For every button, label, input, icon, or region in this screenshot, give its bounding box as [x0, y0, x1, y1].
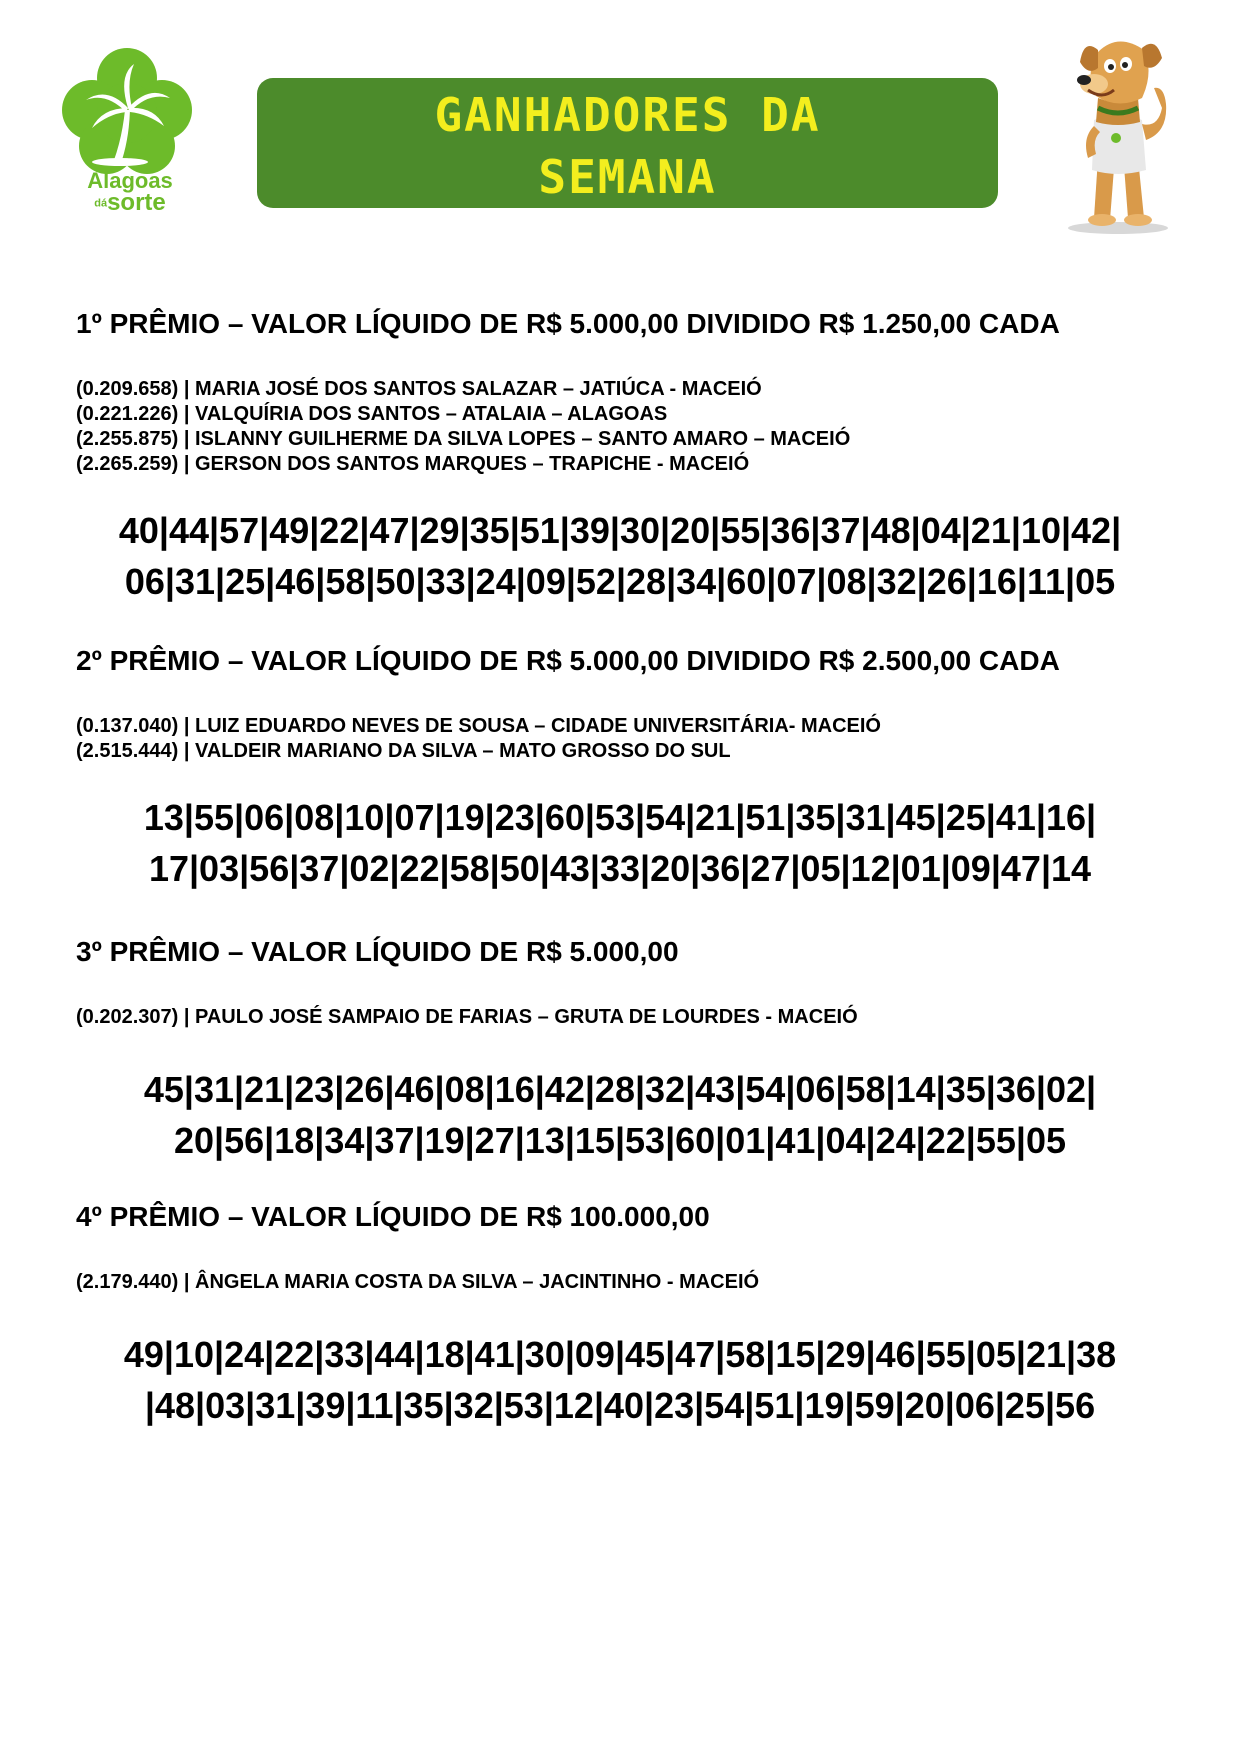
winner-line: (0.221.226) | VALQUÍRIA DOS SANTOS – ATALAIA – ALAGOAS [76, 403, 668, 425]
prize-2-winners [76, 714, 1176, 764]
prize-4-numbers [60, 1329, 1180, 1431]
numbers-line: 20|56|18|34|37|19|27|13|15|53|60|01|41|04|24|22|55|05 [173, 1120, 1066, 1161]
prize-2-numbers [60, 792, 1180, 894]
winner-line: (2.179.440) | ÂNGELA MARIA COSTA DA SILVA – JACINTINHO - MACEIÓ [76, 1271, 760, 1293]
winner-line: (0.137.040) | LUIZ EDUARDO NEVES DE SOUSA – CIDADE UNIVERSITÁRIA- MACEIÓ [76, 715, 881, 737]
winner-line: (2.265.259) | GERSON DOS SANTOS MARQUES – TRAPICHE - MACEIÓ [76, 453, 750, 475]
page-header [0, 0, 1240, 250]
page-title-line1: GANHADORES DA [434, 88, 821, 142]
winner-line: (2.255.875) | ISLANNY GUILHERME DA SILVA LOPES – SANTO AMARO – MACEIÓ [76, 428, 851, 450]
numbers-line: 49|10|24|22|33|44|18|41|30|09|45|47|58|15|29|46|55|05|21|38 [123, 1334, 1117, 1375]
prize-1-winners [76, 377, 1176, 477]
prize-1-title: 1º PRÊMIO – VALOR LÍQUIDO DE R$ 5.000,00 DIVIDIDO R$ 1.250,00 CADA [76, 308, 1060, 339]
dog-mascot-image [1058, 28, 1188, 238]
logo-da: dá [94, 197, 108, 210]
prize-1-numbers [60, 505, 1180, 607]
page-title-line2: SEMANA [538, 150, 717, 204]
prize-4-winners [76, 1270, 1176, 1295]
prize-2-title: 2º PRÊMIO – VALOR LÍQUIDO DE R$ 5.000,00 DIVIDIDO R$ 2.500,00 CADA [76, 645, 1060, 676]
prize-3-winners [76, 1005, 1176, 1030]
numbers-line: 17|03|56|37|02|22|58|50|43|33|20|36|27|05|12|01|09|47|14 [148, 848, 1092, 889]
prize-4-title: 4º PRÊMIO – VALOR LÍQUIDO DE R$ 100.000,00 [76, 1201, 710, 1232]
logo-line1: Alagoas [87, 168, 173, 193]
numbers-line: 40|44|57|49|22|47|29|35|51|39|30|20|55|36|37|48|04|21|10|42| [118, 510, 1122, 551]
title-banner [257, 78, 998, 208]
page-title [257, 84, 998, 208]
winner-line: (0.209.658) | MARIA JOSÉ DOS SANTOS SALAZAR – JATIÚCA - MACEIÓ [76, 378, 762, 400]
prize-3-title: 3º PRÊMIO – VALOR LÍQUIDO DE R$ 5.000,00 [76, 936, 679, 967]
numbers-line: |48|03|31|39|11|35|32|53|12|40|23|54|51|19|59|20|06|25|56 [144, 1385, 1096, 1426]
winner-line: (0.202.307) | PAULO JOSÉ SAMPAIO DE FARIAS – GRUTA DE LOURDES - MACEIÓ [76, 1006, 858, 1028]
prize-3-numbers [60, 1064, 1180, 1166]
winner-line: (2.515.444) | VALDEIR MARIANO DA SILVA – MATO GROSSO DO SUL [76, 740, 731, 762]
logo-wordmark [80, 170, 180, 215]
logo-line2: sorte [107, 189, 166, 216]
numbers-line: 45|31|21|23|26|46|08|16|42|28|32|43|54|06|58|14|35|36|02| [143, 1069, 1097, 1110]
numbers-line: 13|55|06|08|10|07|19|23|60|53|54|21|51|35|31|45|25|41|16| [143, 797, 1097, 838]
numbers-line: 06|31|25|46|58|50|33|24|09|52|28|34|60|07|08|32|26|16|11|05 [124, 561, 1116, 602]
